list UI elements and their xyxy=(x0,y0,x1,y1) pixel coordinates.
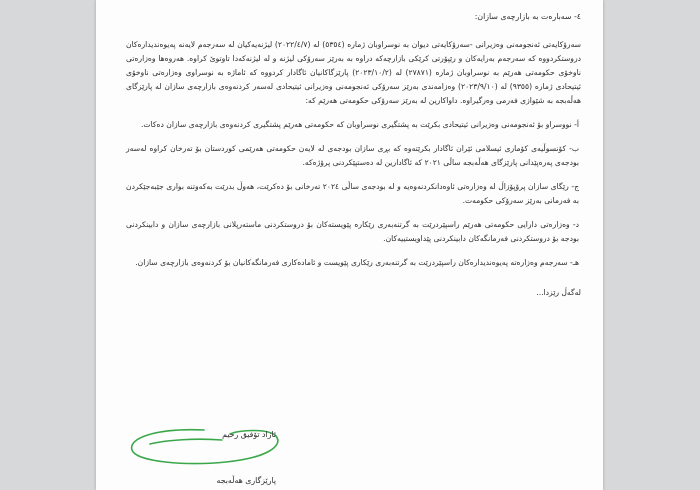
request-item-e: هـ- سەرجەم وەزارەتە پەیوەندیدارەکان راسپێردرێت بە گرتنەبەری رێکاری پێویست و ئامادەکاری فەرمانگەکانیان بۆ کردنەوەی بازارچەی سازان. xyxy=(135,258,579,267)
document-body xyxy=(126,10,581,310)
document-intro-paragraph: سەرۆکایەتی ئەنجومەنی وەزیرانی -سەرۆکایەتی دیوان بە نوسراوبان ژمارە (٥٣٥٤) لە (٢٠٢٢/٤/٧) لیژنەیەکیان لە سەرجەم لایەنە پەیوەندیدارەکان دروستکردووە کە سەرجەم بەرایەکان و رێپۆرتی کرێکی بازارچەکە دراوە بە بەرێز سەرۆکی لیژنە و لە لیژنەکەدا تاوتوێ کراوە. هەروەها وەزارەتی ناوخۆی حکومەتی هەرێم بە نوسراوبان ژمارە (٢٧٨٧١) لە (٢٠٢٣/١٠/٢) پارێزگاکانیان ئاگادار کردووە کە ئاماژە بە نوسراوی وەزارەتی ناوخۆی ئیتیحادی ژمارە (٩٣٥٥) لە (٢٠٢٣/٩/١٠) وەزامەندی بەرێز سەرۆکی ئەنجومەنی وەزیرانی ئیتیحادی لەسەر کردنەوەی بازارچەی سازان لە پارێزگای هەڵەبجە بە شێوازی فەرمی وەرگیراوە. داواکارین لە بەرێز سەرۆکی حکومەتی هەرێم کە: xyxy=(126,40,582,105)
request-item-d: د- وەزارەتی دارایی حکومەتی هەرێم راسپێردرێت بە گرتنەبەری رێکارە پێویستەکان بۆ دروستکردنی ماستەرپلانی بازارچەی سازان و دابینکردنی بودجە بۆ دروستکردنی فەرمانگەکان دابینکردنی پێداویستییەکان. xyxy=(126,220,579,243)
request-item-c: ج- رێگای سازان پرۆپۆزاڵ لە وەزارەتی ئاوەدانکردنەوەیە و لە بودجەی ساڵی ٢٠٢٤ تەرخانی بۆ دەکرێت، هەوڵ بدرێت بەکەوتنە بواری جێبەجێکردن بە فەرمانی بەرێز سەرۆکی حکومەت. xyxy=(126,182,579,205)
request-item-b: ب- کۆنسوڵیەی کۆماری ئیسلامی ئێران ئاگادار بکرێتەوە کە بڕی سازان بودجەی لە لایەن حکومەتی هەرێمی کوردستان بۆ تەرخان کراوە لەسەر بودجەی پەرەپێدانی پارێزگای هەڵەبجە ساڵی ٢٠٢١ کە ئاگادارین لە دەستپێکردنی پرۆژەکە. xyxy=(126,144,579,167)
closing-line: لەگەڵ رێزدا... xyxy=(536,288,581,297)
request-item-a: أ- نووسراو بۆ ئەنجومەنی وەزیرانی ئیتیحادی بکرێت بە پشتگیری نوسراوبان کە حکومەتی هەرێم پشتگیری کردنەوەی بازارچەی سازان دەکات. xyxy=(141,120,579,129)
signer-title: پارێزگاری هەڵەبجە xyxy=(216,476,276,485)
signer-name: ئازاد تۆفیق رحیم xyxy=(222,430,276,439)
document-subject: ٤- سەبارەت بە بازارچەی سازان: xyxy=(474,12,581,21)
document-page xyxy=(96,0,603,490)
